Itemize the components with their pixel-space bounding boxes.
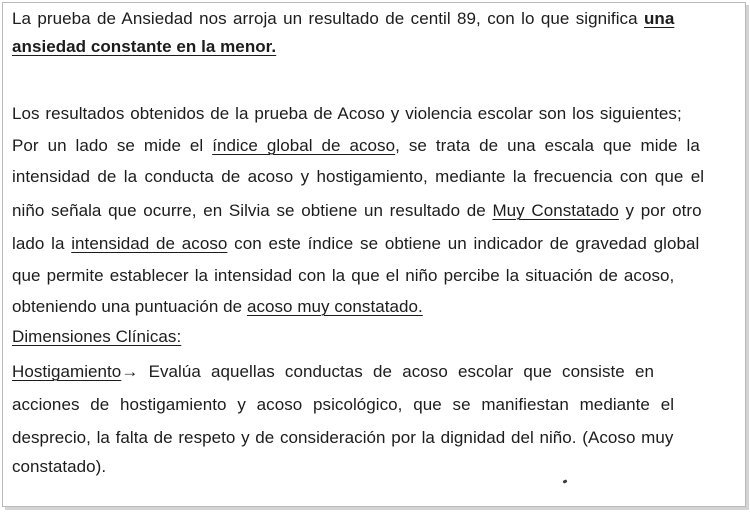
- paragraph-1-line-2: [12, 37, 276, 57]
- paragraph-3-line-1: [12, 362, 654, 382]
- text-segment: , se trata de una escala que mide la: [395, 136, 700, 155]
- term-indice-global-de-acoso: índice global de acoso: [212, 136, 396, 155]
- section-heading: [12, 327, 181, 347]
- paragraph-2-line-3: intensidad de la conducta de acoso y hostigamiento, mediante la frecuencia con que el: [12, 167, 705, 186]
- paragraph-1-line-1: [12, 9, 674, 29]
- emphasis-ansiedad-constante: ansiedad constante en la menor.: [12, 37, 277, 56]
- paragraph-2-line-1: Los resultados obtenidos de la prueba de Acoso y violencia escolar son los siguientes;: [12, 104, 682, 123]
- paragraph-3-line-4: constatado).: [12, 457, 107, 476]
- paragraph-2-line-7: [12, 297, 423, 317]
- text-segment: lado la: [12, 234, 72, 253]
- paragraph-2-line-5: [12, 234, 699, 254]
- paragraph-3-line-3: desprecio, la falta de respeto y de consideración por la dignidad del niño. (Acoso muy: [12, 428, 674, 447]
- scanned-document-page: [2, 2, 746, 507]
- scan-speck: [563, 479, 568, 483]
- paragraph-2-line-4: [12, 201, 702, 221]
- heading-dimensiones-clinicas: Dimensiones Clínicas:: [12, 327, 182, 346]
- paragraph-3-line-2: acciones de hostigamiento y acoso psicológico, que se manifiestan mediante el: [12, 395, 675, 414]
- paragraph-1-text: La prueba de Ansiedad nos arroja un resultado de centil 89, con lo que significa: [12, 9, 644, 28]
- text-segment: obteniendo una puntuación de: [12, 297, 247, 316]
- text-segment: con este índice se obtiene un indicador de gravedad global: [227, 234, 700, 253]
- term-intensidad-de-acoso: intensidad de acoso: [71, 234, 228, 253]
- text-segment: Por un lado se mide el: [12, 136, 213, 155]
- term-acoso-muy-constatado: acoso muy constatado.: [246, 297, 423, 316]
- text-segment: y por otro: [618, 201, 702, 220]
- text-segment: Evalúa aquellas conductas de acoso escolar que consiste en: [138, 362, 654, 381]
- paragraph-2-line-6: que permite establecer la intensidad con la que el niño percibe la situación de acoso,: [12, 266, 675, 285]
- emphasis-una: una: [643, 9, 675, 28]
- term-muy-constatado: Muy Constatado: [492, 201, 619, 220]
- paragraph-2-line-2: [12, 136, 700, 156]
- text-segment: niño señala que ocurre, en Silvia se obtiene un resultado de: [12, 201, 493, 220]
- right-arrow-icon: →: [121, 362, 139, 381]
- term-hostigamiento: Hostigamiento: [12, 362, 122, 381]
